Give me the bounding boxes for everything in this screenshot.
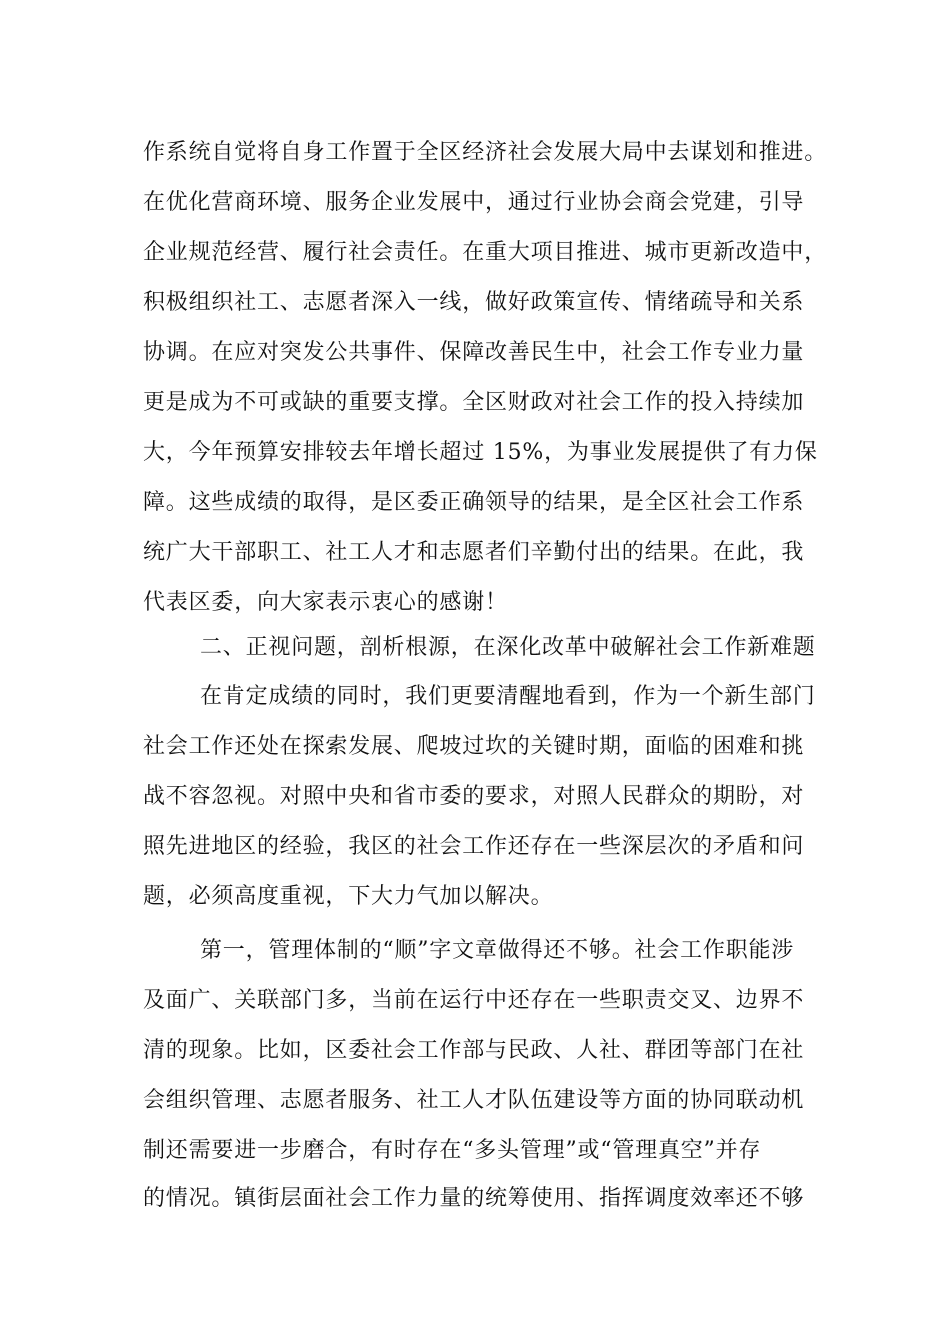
body-text-line: 第一，管理体制的“顺”字文章做得还不够。社会工作职能涉 [200, 938, 795, 963]
body-text-line: 会组织管理、志愿者服务、社工人才队伍建设等方面的协同联动机 [143, 1088, 805, 1113]
body-text-line: 积极组织社工、志愿者深入一线，做好政策宣传、情绪疏导和关系 [143, 290, 805, 315]
body-text-line: 作系统自觉将自身工作置于全区经济社会发展大局中去谋划和推进。 [143, 140, 828, 165]
body-text-line: 及面广、关联部门多，当前在运行中还存在一些职责交叉、边界不 [143, 988, 805, 1013]
body-text-line: 在优化营商环境、服务企业发展中，通过行业协会商会党建，引导 [143, 190, 805, 215]
body-text-line: 制还需要进一步磨合，有时存在“多头管理”或“管理真空”并存 [143, 1138, 762, 1163]
body-text-line: 清的现象。比如，区委社会工作部与民政、人社、群团等部门在社 [143, 1038, 805, 1063]
body-text-line: 协调。在应对突发公共事件、保障改善民生中，社会工作专业力量 [143, 340, 805, 365]
body-text-line: 障。这些成绩的取得，是区委正确领导的结果，是全区社会工作系 [143, 490, 805, 515]
body-text-line: 题，必须高度重视，下大力气加以解决。 [143, 884, 554, 909]
body-text-line: 社会工作还处在探索发展、爬坡过坎的关键时期，面临的困难和挑 [143, 734, 805, 759]
body-text-line: 大，今年预算安排较去年增长超过 15%，为事业发展提供了有力保 [143, 440, 818, 465]
body-text-line: 代表区委，向大家表示衷心的感谢！ [143, 590, 508, 615]
body-text-line: 照先进地区的经验，我区的社会工作还存在一些深层次的矛盾和问 [143, 834, 805, 859]
body-text-line: 企业规范经营、履行社会责任。在重大项目推进、城市更新改造中， [143, 240, 828, 265]
body-text-line: 的情况。镇街层面社会工作力量的统筹使用、指挥调度效率还不够 [143, 1186, 805, 1211]
body-text-line: 战不容忽视。对照中央和省市委的要求，对照人民群众的期盼，对 [143, 784, 805, 809]
body-text-line: 统广大干部职工、社工人才和志愿者们辛勤付出的结果。在此，我 [143, 540, 805, 565]
body-text-line: 更是成为不可或缺的重要支撑。全区财政对社会工作的投入持续加 [143, 390, 805, 415]
body-text-line: 在肯定成绩的同时，我们更要清醒地看到，作为一个新生部门 [200, 684, 816, 709]
section-heading: 二、正视问题，剖析根源，在深化改革中破解社会工作新难题 [200, 635, 816, 660]
